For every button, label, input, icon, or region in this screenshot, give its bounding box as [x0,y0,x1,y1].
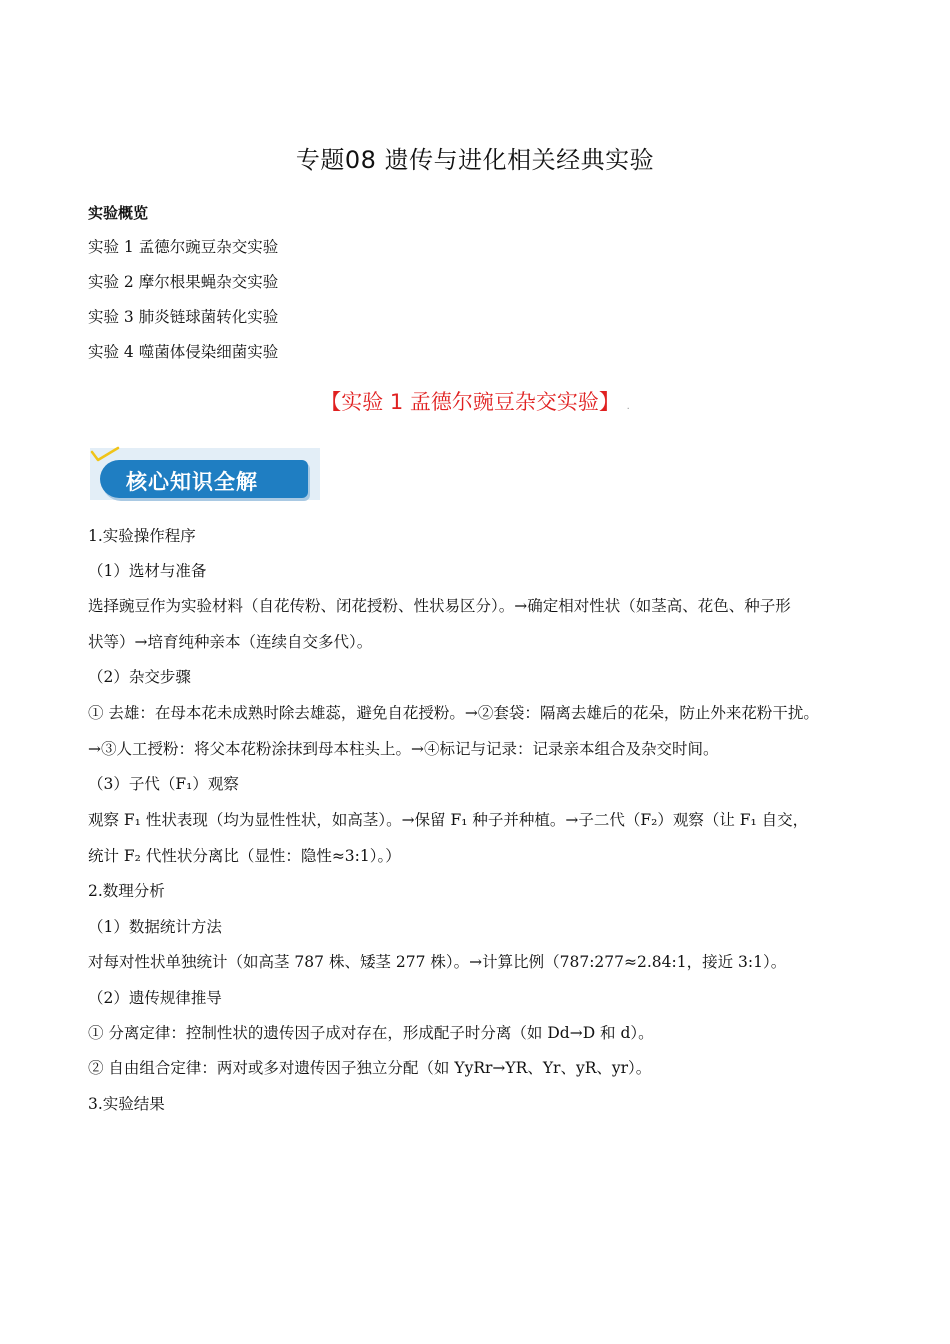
overview-item: 实验 3 肺炎链球菌转化实验 [88,308,279,326]
document-title: 专题08 遗传与进化相关经典实验 [295,146,655,174]
overview-heading: 实验概览 [88,204,149,222]
content-line: 1.实验操作程序 [88,527,196,545]
content-line: ① 去雄：在母本花未成熟时除去雄蕊，避免自花授粉。→②套袋：隔离去雄后的花朵，防止外来花粉干扰。 [88,704,819,722]
content-line: 状等）→培育纯种亲本（连续自交多代）。 [88,633,373,651]
overview-item: 实验 2 摩尔根果蝇杂交实验 [88,273,279,291]
overview-item: 实验 4 噬菌体侵染细菌实验 [88,343,279,361]
content-line: 统计 F₂ 代性状分离比（显性：隐性≈3:1）。） [88,847,401,865]
content-line: 对每对性状单独统计（如高茎 787 株、矮茎 277 株）。→计算比例（787:277≈2.84:1，接近 3:1）。 [88,953,787,971]
section-heading-text: 【实验 1 孟德尔豌豆杂交实验】 [320,390,620,414]
content-line: →③人工授粉：将父本花粉涂抹到母本柱头上。→④标记与记录：记录亲本组合及杂交时间。 [88,740,719,758]
content-line: （1）选材与准备 [88,562,207,580]
section-heading-experiment-1 [0,386,950,416]
content-line: （1）数据统计方法 [88,918,222,936]
content-line: 2.数理分析 [88,882,165,900]
core-knowledge-banner [88,444,324,504]
content-line: ① 分离定律：控制性状的遗传因子成对存在，形成配子时分离（如 Dd→D 和 d）。 [88,1024,654,1042]
content-line: 观察 F₁ 性状表现（均为显性性状，如高茎）。→保留 F₁ 种子并种植。→子二代（F₂）观察（让 F₁ 自交， [88,811,809,829]
content-line: （2）遗传规律推导 [88,989,222,1007]
overview-item: 实验 1 孟德尔豌豆杂交实验 [88,238,279,256]
section-heading-marker: . [626,401,630,412]
content-line: （2）杂交步骤 [88,668,191,686]
content-line: 选择豌豆作为实验材料（自花传粉、闭花授粉、性状易区分）。→确定相对性状（如茎高、花色、种子形 [88,597,791,615]
content-line: （3）子代（F₁）观察 [88,775,239,793]
content-line: 3.实验结果 [88,1095,165,1113]
banner-label: 核心知识全解 [126,470,258,494]
content-line: ② 自由组合定律：两对或多对遗传因子独立分配（如 YyRr→YR、Yr、yR、yr）。 [88,1059,652,1077]
